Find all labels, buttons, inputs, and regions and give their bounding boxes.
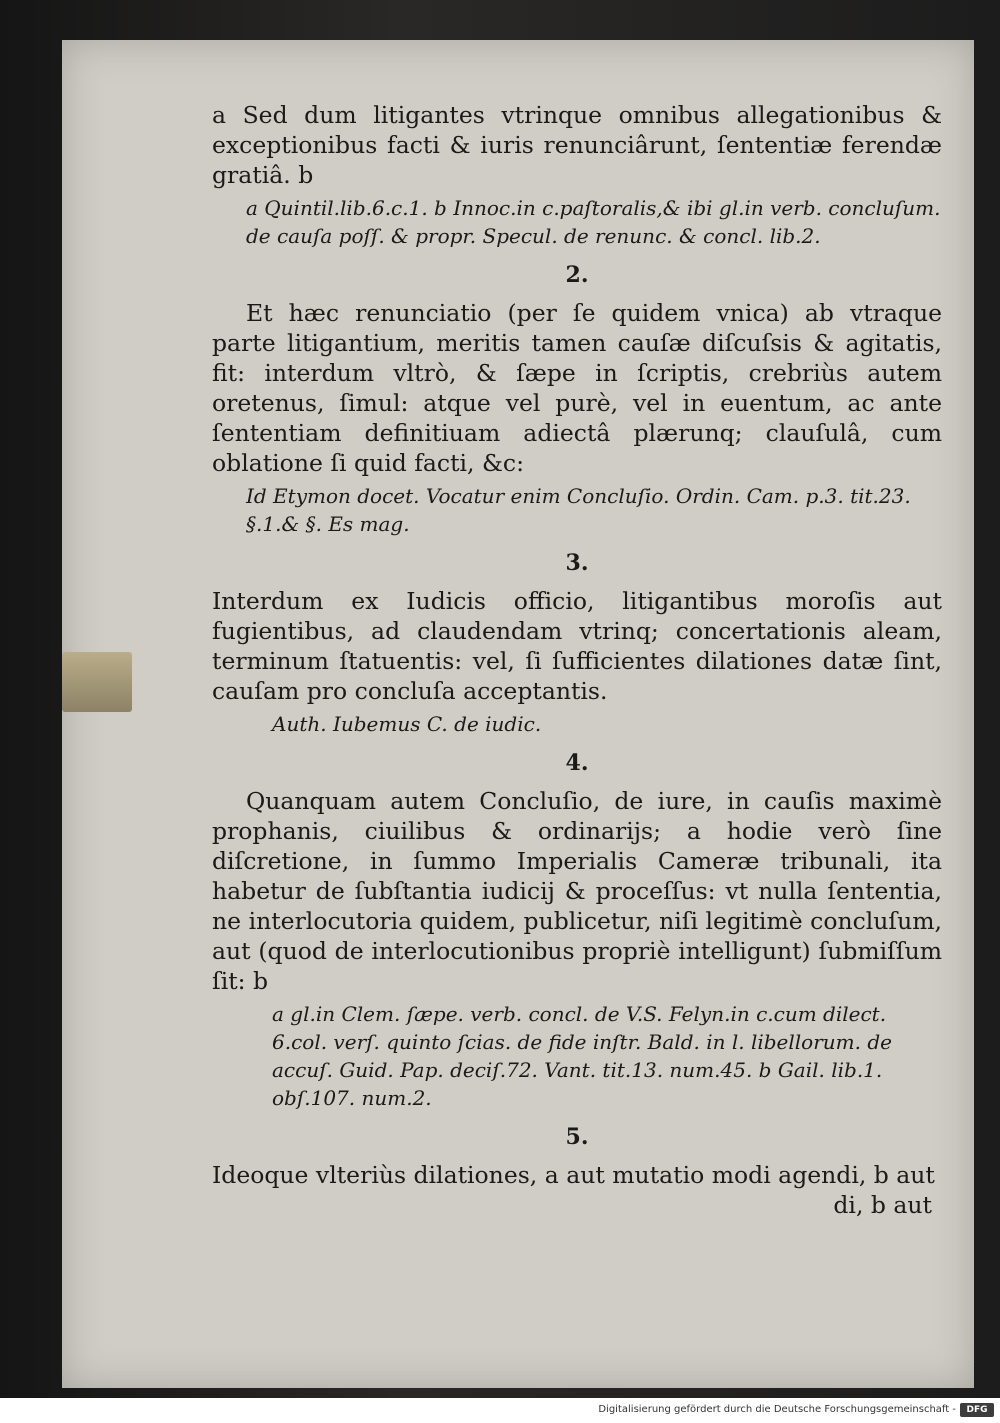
paragraph-3: Interdum ex Iudicis officio, litigantibus moroſis aut fugientibus, ad claudendam vtrinq; concertationis aleam, terminum ſtatuentis: vel, ſi ſufficientes dilationes datæ ſint, cauſam pro concluſa acceptantis.: [212, 587, 942, 705]
section-number-3: 3.: [565, 550, 589, 576]
paragraph-1: a Sed dum litigantes vtrinque omnibus allegationibus & exceptionibus facti & iuris renunciârunt, ſententiæ ferendæ gratiâ. b: [212, 101, 942, 189]
footer-bar: [0, 1398, 1000, 1423]
dfg-logo-icon: DFG: [960, 1403, 994, 1417]
section-number-2: 2.: [565, 262, 589, 288]
footnote-1: a Quintil.lib.6.c.1. b Innoc.in c.paſtoralis,& ibi gl.in verb. concluſum. de cauſa poſſ. & propr. Specul. de renunc. & concl. lib.2.: [246, 196, 941, 248]
page-text: [212, 100, 942, 1220]
binding-clip: [62, 652, 132, 712]
section-number-4: 4.: [565, 750, 589, 776]
footnote-2: Id Etymon docet. Vocatur enim Concluſio. Ordin. Cam. p.3. tit.23. §.1.& §. Es mag.: [246, 484, 911, 536]
paragraph-5: Ideoque vlteriùs dilationes, a aut mutatio modi agendi, b aut: [212, 1161, 935, 1189]
paragraph-4: Quanquam autem Concluſio, de iure, in cauſis maximè prophanis, ciuilibus & ordinarijs; a hodie verò ſine diſcretione, in ſummo Imperialis Cameræ tribunali, ita habetur de ſubſtantia iudicij & proceſſus: vt nulla ſententia, ne interlocutoria quidem, publicetur, niſi legitimè concluſum, aut (quod de interlocutionibus propriè intelligunt) ſubmiſſum ſit: b: [212, 787, 942, 995]
paragraph-2: Et hæc renunciatio (per ſe quidem vnica) ab vtraque parte litigantium, meritis tamen cauſæ diſcuſsis & agitatis, fit: interdum vltrò, & ſæpe in ſcriptis, crebriùs autem oretenus, ſimul: atque vel purè, vel in euentum, ac ante ſententiam definitiuam adiectâ plærunq; clauſulâ, cum oblatione ſi quid facti, &c:: [212, 299, 942, 477]
footnote-4: a gl.in Clem. ſæpe. verb. concl. de V.S. Felyn.in c.cum dilect. 6.col. verſ. quinto ſcias. de fide inſtr. Bald. in l. libellorum. de accuſ. Guid. Pap. deciſ.72. Vant. tit.13. num.45. b Gail. lib.1. obſ.107. num.2.: [272, 1002, 892, 1110]
section-number-5: 5.: [565, 1124, 589, 1150]
footnote-3: Auth. Iubemus C. de iudic.: [272, 712, 542, 736]
catchword: di, b aut: [833, 1191, 932, 1219]
book-page: [62, 40, 974, 1388]
footer-credit: Digitalisierung gefördert durch die Deutsche Forschungsgemeinschaft -: [598, 1404, 956, 1415]
